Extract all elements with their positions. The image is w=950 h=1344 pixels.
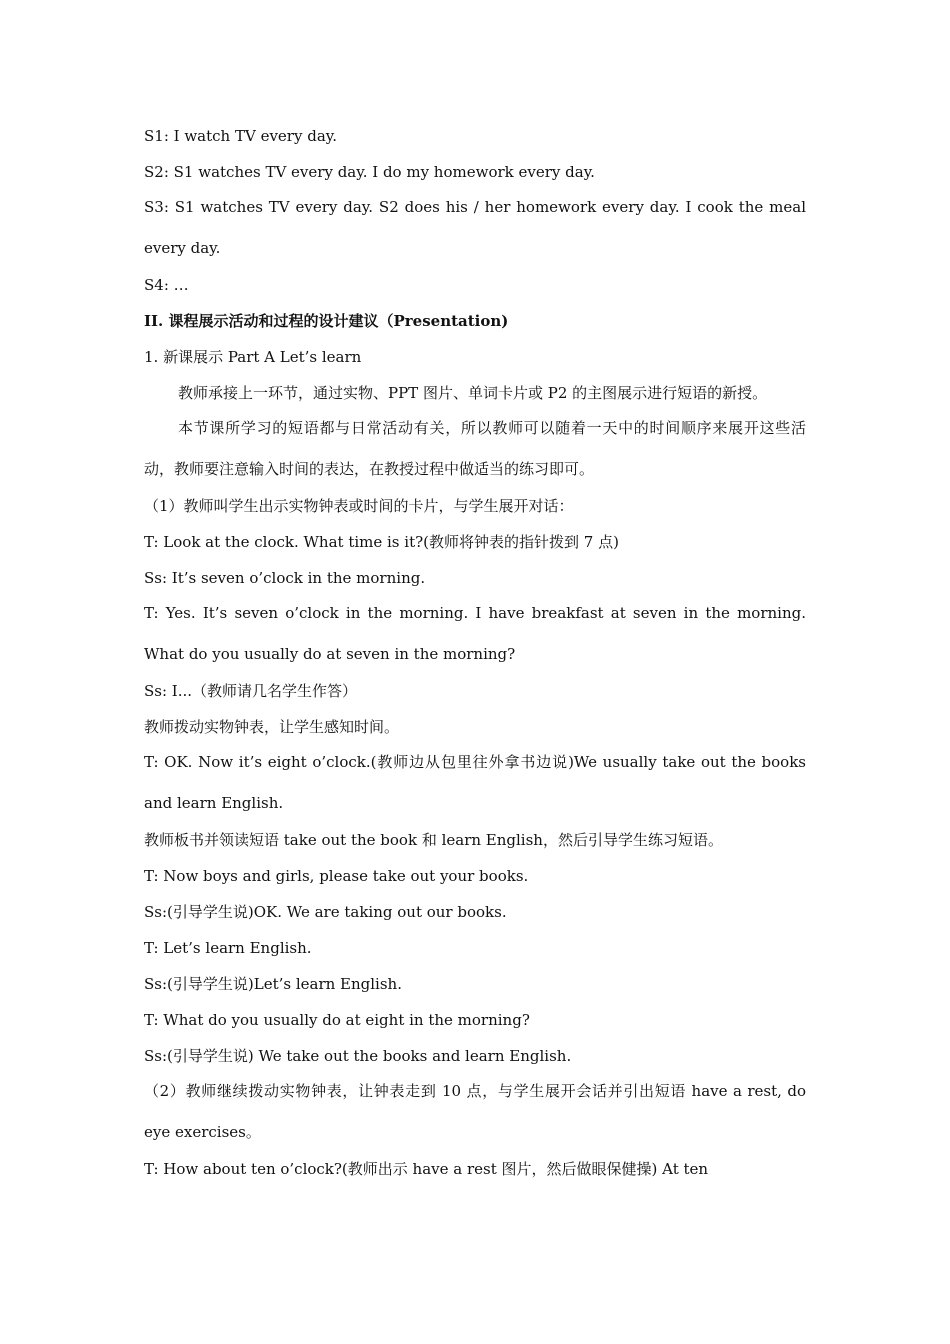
dialogue-line-s4: S4: … (144, 276, 189, 294)
dialogue-line: Ss: I...（教师请几名学生作答） (144, 682, 358, 700)
dialogue-line: T: What do you usually do at eight in the morning? (144, 1011, 530, 1029)
section-heading: II. 课程展示活动和过程的设计建议（Presentation) (144, 312, 509, 330)
instruction-line: 教师板书并领读短语 take out the book 和 learn English，然后引导学生练习短语。 (144, 831, 723, 849)
dialogue-line: T: Let’s learn English. (144, 939, 312, 957)
dialogue-line: T: OK. Now it’s eight o’clock.(教师边从包里往外拿书边说)We usually take out the books and learn English. (144, 753, 806, 812)
dialogue-line: Ss:(引导学生说) We take out the books and learn English. (144, 1047, 572, 1065)
dialogue-line: Ss:(引导学生说)Let’s learn English. (144, 975, 402, 993)
step-title: （2）教师继续拨动实物钟表，让钟表走到 10 点，与学生展开会话并引出短语 have a rest, do eye exercises。 (144, 1082, 806, 1141)
subsection-title: 1. 新课展示 Part A Let’s learn (144, 348, 362, 366)
dialogue-line: Ss:(引导学生说)OK. We are taking out our books. (144, 903, 507, 921)
dialogue-line: T: Look at the clock. What time is it?(教师将钟表的指针拨到 7 点) (144, 533, 619, 551)
paragraph: 教师承接上一环节，通过实物、PPT 图片、单词卡片或 P2 的主图展示进行短语的新授。 (178, 384, 768, 402)
dialogue-line-s2: S2: S1 watches TV every day. I do my homework every day. (144, 163, 595, 181)
dialogue-line: T: How about ten o’clock?(教师出示 have a rest 图片，然后做眼保健操) At ten (144, 1160, 709, 1178)
document-page (144, 118, 806, 1187)
dialogue-line: T: Yes. It’s seven o’clock in the morning. I have breakfast at seven in the morning. What do you usually do at seven in the morning? (144, 604, 806, 663)
step-title: （1）教师叫学生出示实物钟表或时间的卡片，与学生展开对话： (144, 497, 574, 515)
dialogue-line: Ss: It’s seven o’clock in the morning. (144, 569, 426, 587)
dialogue-line: T: Now boys and girls, please take out your books. (144, 867, 529, 885)
dialogue-line-s3: S3: S1 watches TV every day. S2 does his / her homework every day. I cook the meal every day. (144, 198, 806, 257)
paragraph: 本节课所学习的短语都与日常活动有关，所以教师可以随着一天中的时间顺序来展开这些活动，教师要注意输入时间的表达，在教授过程中做适当的练习即可。 (144, 419, 806, 478)
dialogue-line-s1: S1: I watch TV every day. (144, 127, 338, 145)
instruction-line: 教师拨动实物钟表，让学生感知时间。 (144, 718, 400, 736)
